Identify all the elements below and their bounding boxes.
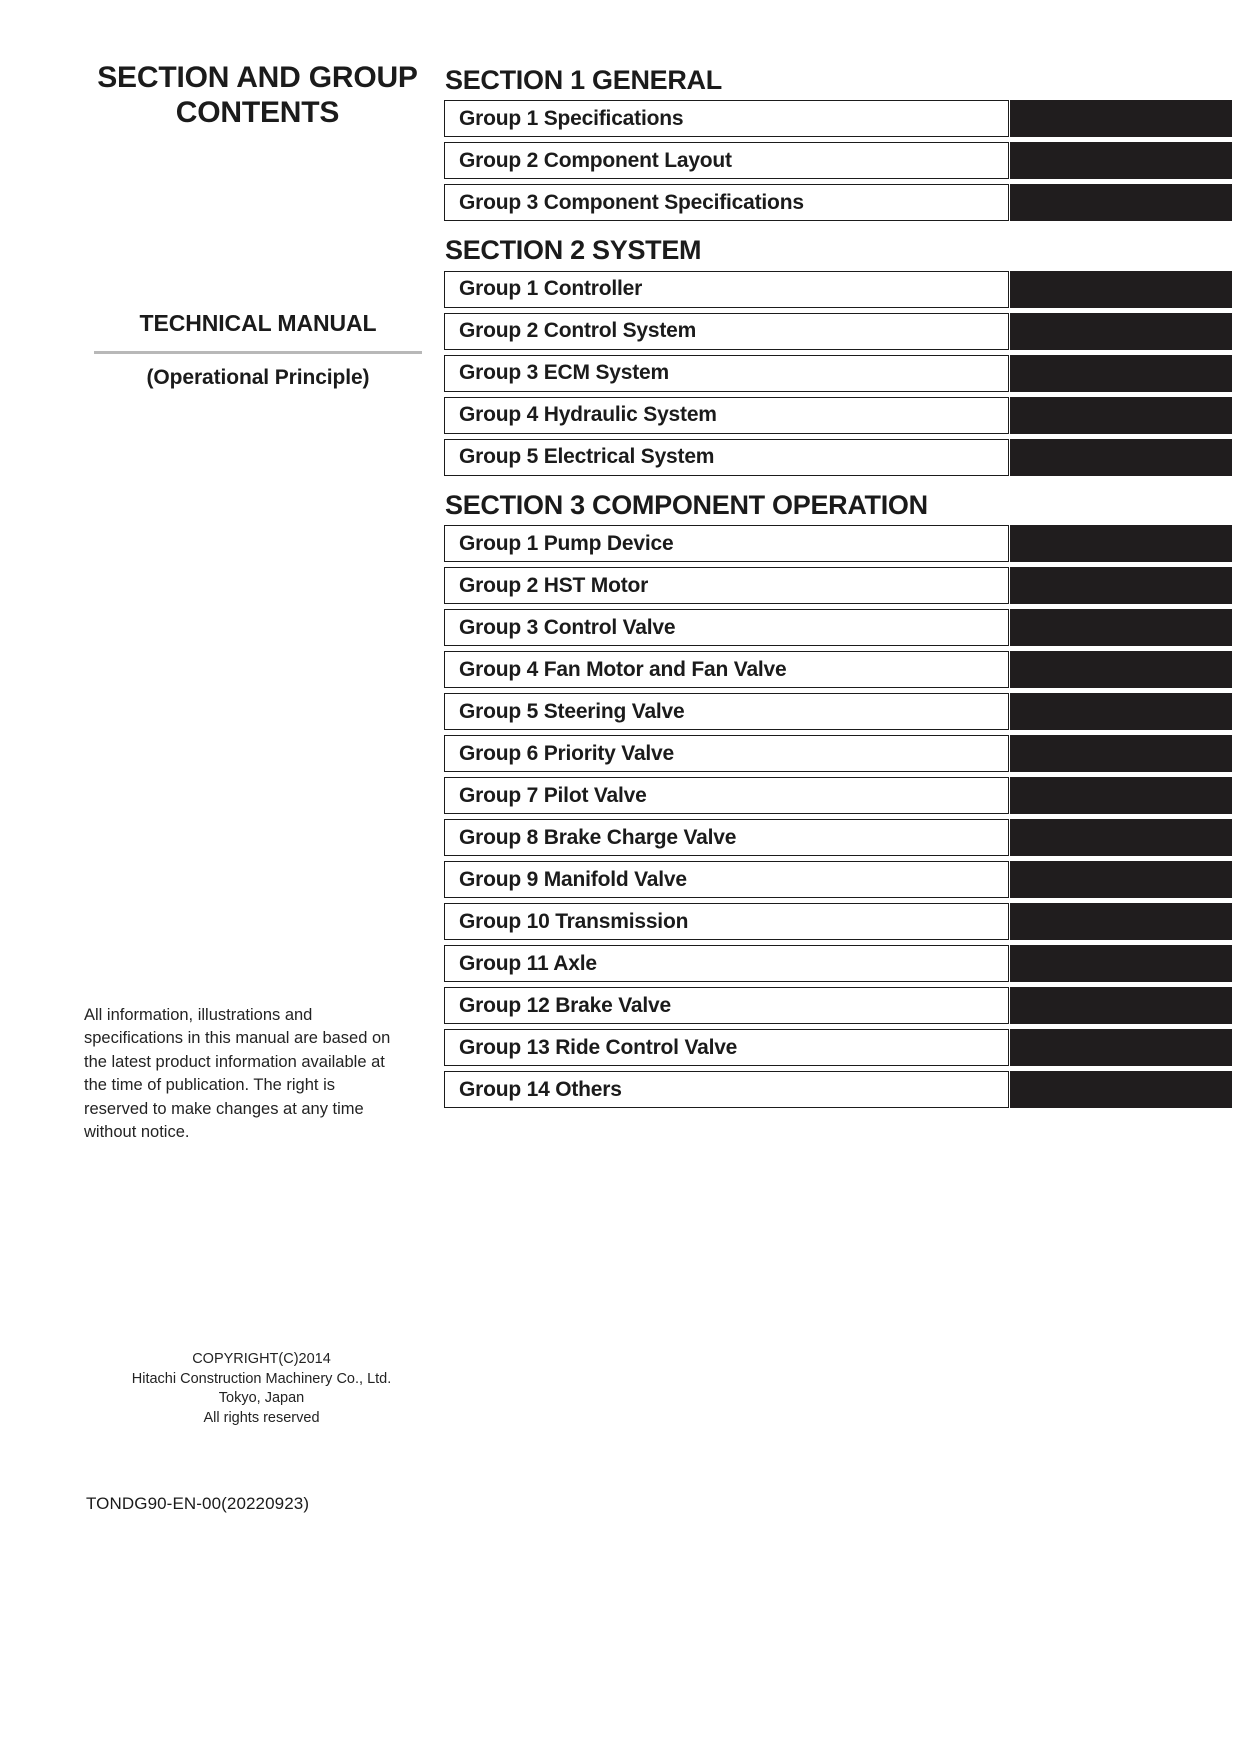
group-entry-box[interactable] <box>444 945 1009 982</box>
manual-title-block <box>88 310 428 390</box>
group-entry-label: Group 10 Transmission <box>459 909 689 933</box>
section-thumb-tab[interactable] <box>1010 142 1232 179</box>
section-thumb-tab[interactable] <box>1010 861 1232 898</box>
section-thumb-tab[interactable] <box>1010 397 1232 434</box>
table-row[interactable] <box>444 271 1234 308</box>
group-entry-label: Group 2 Component Layout <box>459 148 732 172</box>
group-entry-label: Group 3 Control Valve <box>459 615 676 639</box>
manual-title: TECHNICAL MANUAL <box>139 310 377 336</box>
table-row[interactable] <box>444 651 1234 688</box>
table-row[interactable] <box>444 439 1234 476</box>
group-table <box>444 100 1234 221</box>
table-row[interactable] <box>444 987 1234 1024</box>
section-thumb-tab[interactable] <box>1010 903 1232 940</box>
group-entry-label: Group 5 Electrical System <box>459 445 715 469</box>
group-entry-box[interactable] <box>444 439 1009 476</box>
copyright-block <box>84 1350 439 1429</box>
copyright-line-3: Tokyo, Japan <box>218 1390 305 1407</box>
copyright-line-4: All rights reserved <box>203 1410 320 1427</box>
group-entry-label: Group 3 ECM System <box>459 361 669 385</box>
group-entry-box[interactable] <box>444 100 1009 137</box>
section-thumb-tab[interactable] <box>1010 735 1232 772</box>
group-table <box>444 271 1234 476</box>
table-row[interactable] <box>444 397 1234 434</box>
group-entry-box[interactable] <box>444 397 1009 434</box>
table-row[interactable] <box>444 777 1234 814</box>
group-entry-label: Group 12 Brake Valve <box>459 993 671 1017</box>
group-entry-box[interactable] <box>444 777 1009 814</box>
group-entry-box[interactable] <box>444 1071 1009 1108</box>
section-thumb-tab[interactable] <box>1010 271 1232 308</box>
sections-column <box>444 64 1234 1108</box>
group-entry-label: Group 1 Controller <box>459 277 643 301</box>
group-entry-box[interactable] <box>444 355 1009 392</box>
table-row[interactable] <box>444 525 1234 562</box>
table-row[interactable] <box>444 100 1234 137</box>
section-thumb-tab[interactable] <box>1010 567 1232 604</box>
section-thumb-tab[interactable] <box>1010 777 1232 814</box>
group-entry-label: Group 2 HST Motor <box>459 573 649 597</box>
section-heading: SECTION 1 GENERAL <box>445 65 722 95</box>
table-row[interactable] <box>444 693 1234 730</box>
copyright-line-1: COPYRIGHT(C)2014 <box>192 1351 331 1367</box>
table-row[interactable] <box>444 945 1234 982</box>
table-row[interactable] <box>444 735 1234 772</box>
group-entry-label: Group 1 Pump Device <box>459 531 674 555</box>
table-row[interactable] <box>444 903 1234 940</box>
section-thumb-tab[interactable] <box>1010 609 1232 646</box>
manual-subtitle: (Operational Principle) <box>146 366 370 389</box>
table-row[interactable] <box>444 567 1234 604</box>
group-entry-box[interactable] <box>444 271 1009 308</box>
group-entry-label: Group 5 Steering Valve <box>459 699 685 723</box>
group-entry-box[interactable] <box>444 861 1009 898</box>
group-entry-box[interactable] <box>444 903 1009 940</box>
section-thumb-tab[interactable] <box>1010 945 1232 982</box>
group-entry-box[interactable] <box>444 142 1009 179</box>
section-thumb-tab[interactable] <box>1010 355 1232 392</box>
section-thumb-tab[interactable] <box>1010 439 1232 476</box>
section-thumb-tab[interactable] <box>1010 1029 1232 1066</box>
section-thumb-tab[interactable] <box>1010 525 1232 562</box>
group-entry-box[interactable] <box>444 819 1009 856</box>
group-entry-box[interactable] <box>444 735 1009 772</box>
group-entry-box[interactable] <box>444 184 1009 221</box>
section-heading: SECTION 3 COMPONENT OPERATION <box>445 489 928 520</box>
table-row[interactable] <box>444 184 1234 221</box>
group-entry-box[interactable] <box>444 567 1009 604</box>
section-thumb-tab[interactable] <box>1010 987 1232 1024</box>
table-row[interactable] <box>444 861 1234 898</box>
section-thumb-tab[interactable] <box>1010 651 1232 688</box>
group-entry-box[interactable] <box>444 693 1009 730</box>
group-entry-label: Group 14 Others <box>459 1077 622 1101</box>
group-entry-box[interactable] <box>444 525 1009 562</box>
section-thumb-tab[interactable] <box>1010 184 1232 221</box>
table-row[interactable] <box>444 609 1234 646</box>
section-thumb-tab[interactable] <box>1010 100 1232 137</box>
table-row[interactable] <box>444 355 1234 392</box>
group-entry-label: Group 4 Fan Motor and Fan Valve <box>459 657 787 681</box>
section-thumb-tab[interactable] <box>1010 1071 1232 1108</box>
table-row[interactable] <box>444 142 1234 179</box>
group-entry-label: Group 2 Control System <box>459 319 697 343</box>
table-row[interactable] <box>444 313 1234 350</box>
copyright-line-2: Hitachi Construction Machinery Co., Ltd. <box>131 1370 392 1387</box>
page-title: SECTION AND GROUP CONTENTS <box>97 61 418 130</box>
section-thumb-tab[interactable] <box>1010 313 1232 350</box>
table-row[interactable] <box>444 819 1234 856</box>
section-thumb-tab[interactable] <box>1010 819 1232 856</box>
group-entry-box[interactable] <box>444 313 1009 350</box>
section-heading: SECTION 2 SYSTEM <box>445 235 702 266</box>
group-entry-label: Group 8 Brake Charge Valve <box>459 825 737 849</box>
group-entry-label: Group 9 Manifold Valve <box>459 867 687 891</box>
group-entry-label: Group 6 Priority Valve <box>459 741 675 765</box>
group-entry-label: Group 13 Ride Control Valve <box>459 1035 738 1059</box>
group-entry-label: Group 3 Component Specifications <box>459 190 804 214</box>
table-row[interactable] <box>444 1029 1234 1066</box>
group-entry-box[interactable] <box>444 1029 1009 1066</box>
section-thumb-tab[interactable] <box>1010 693 1232 730</box>
disclaimer-text: All information, illustrations and specifications in this manual are based on the latest product information available at the time of publication. The right is reserved to make changes at any time without notice. <box>84 1006 391 1142</box>
group-entry-label: Group 1 Specifications <box>459 106 684 130</box>
group-entry-box[interactable] <box>444 609 1009 646</box>
manual-divider <box>94 351 422 354</box>
group-entry-box[interactable] <box>444 651 1009 688</box>
table-row[interactable] <box>444 1071 1234 1108</box>
group-table <box>444 525 1234 1108</box>
group-entry-label: Group 7 Pilot Valve <box>459 783 647 807</box>
group-entry-label: Group 11 Axle <box>459 951 597 975</box>
group-entry-box[interactable] <box>444 987 1009 1024</box>
group-entry-label: Group 4 Hydraulic System <box>459 403 717 427</box>
left-column <box>80 60 430 131</box>
footer-document-code: TONDG90-EN-00(20220923) <box>86 1494 310 1513</box>
